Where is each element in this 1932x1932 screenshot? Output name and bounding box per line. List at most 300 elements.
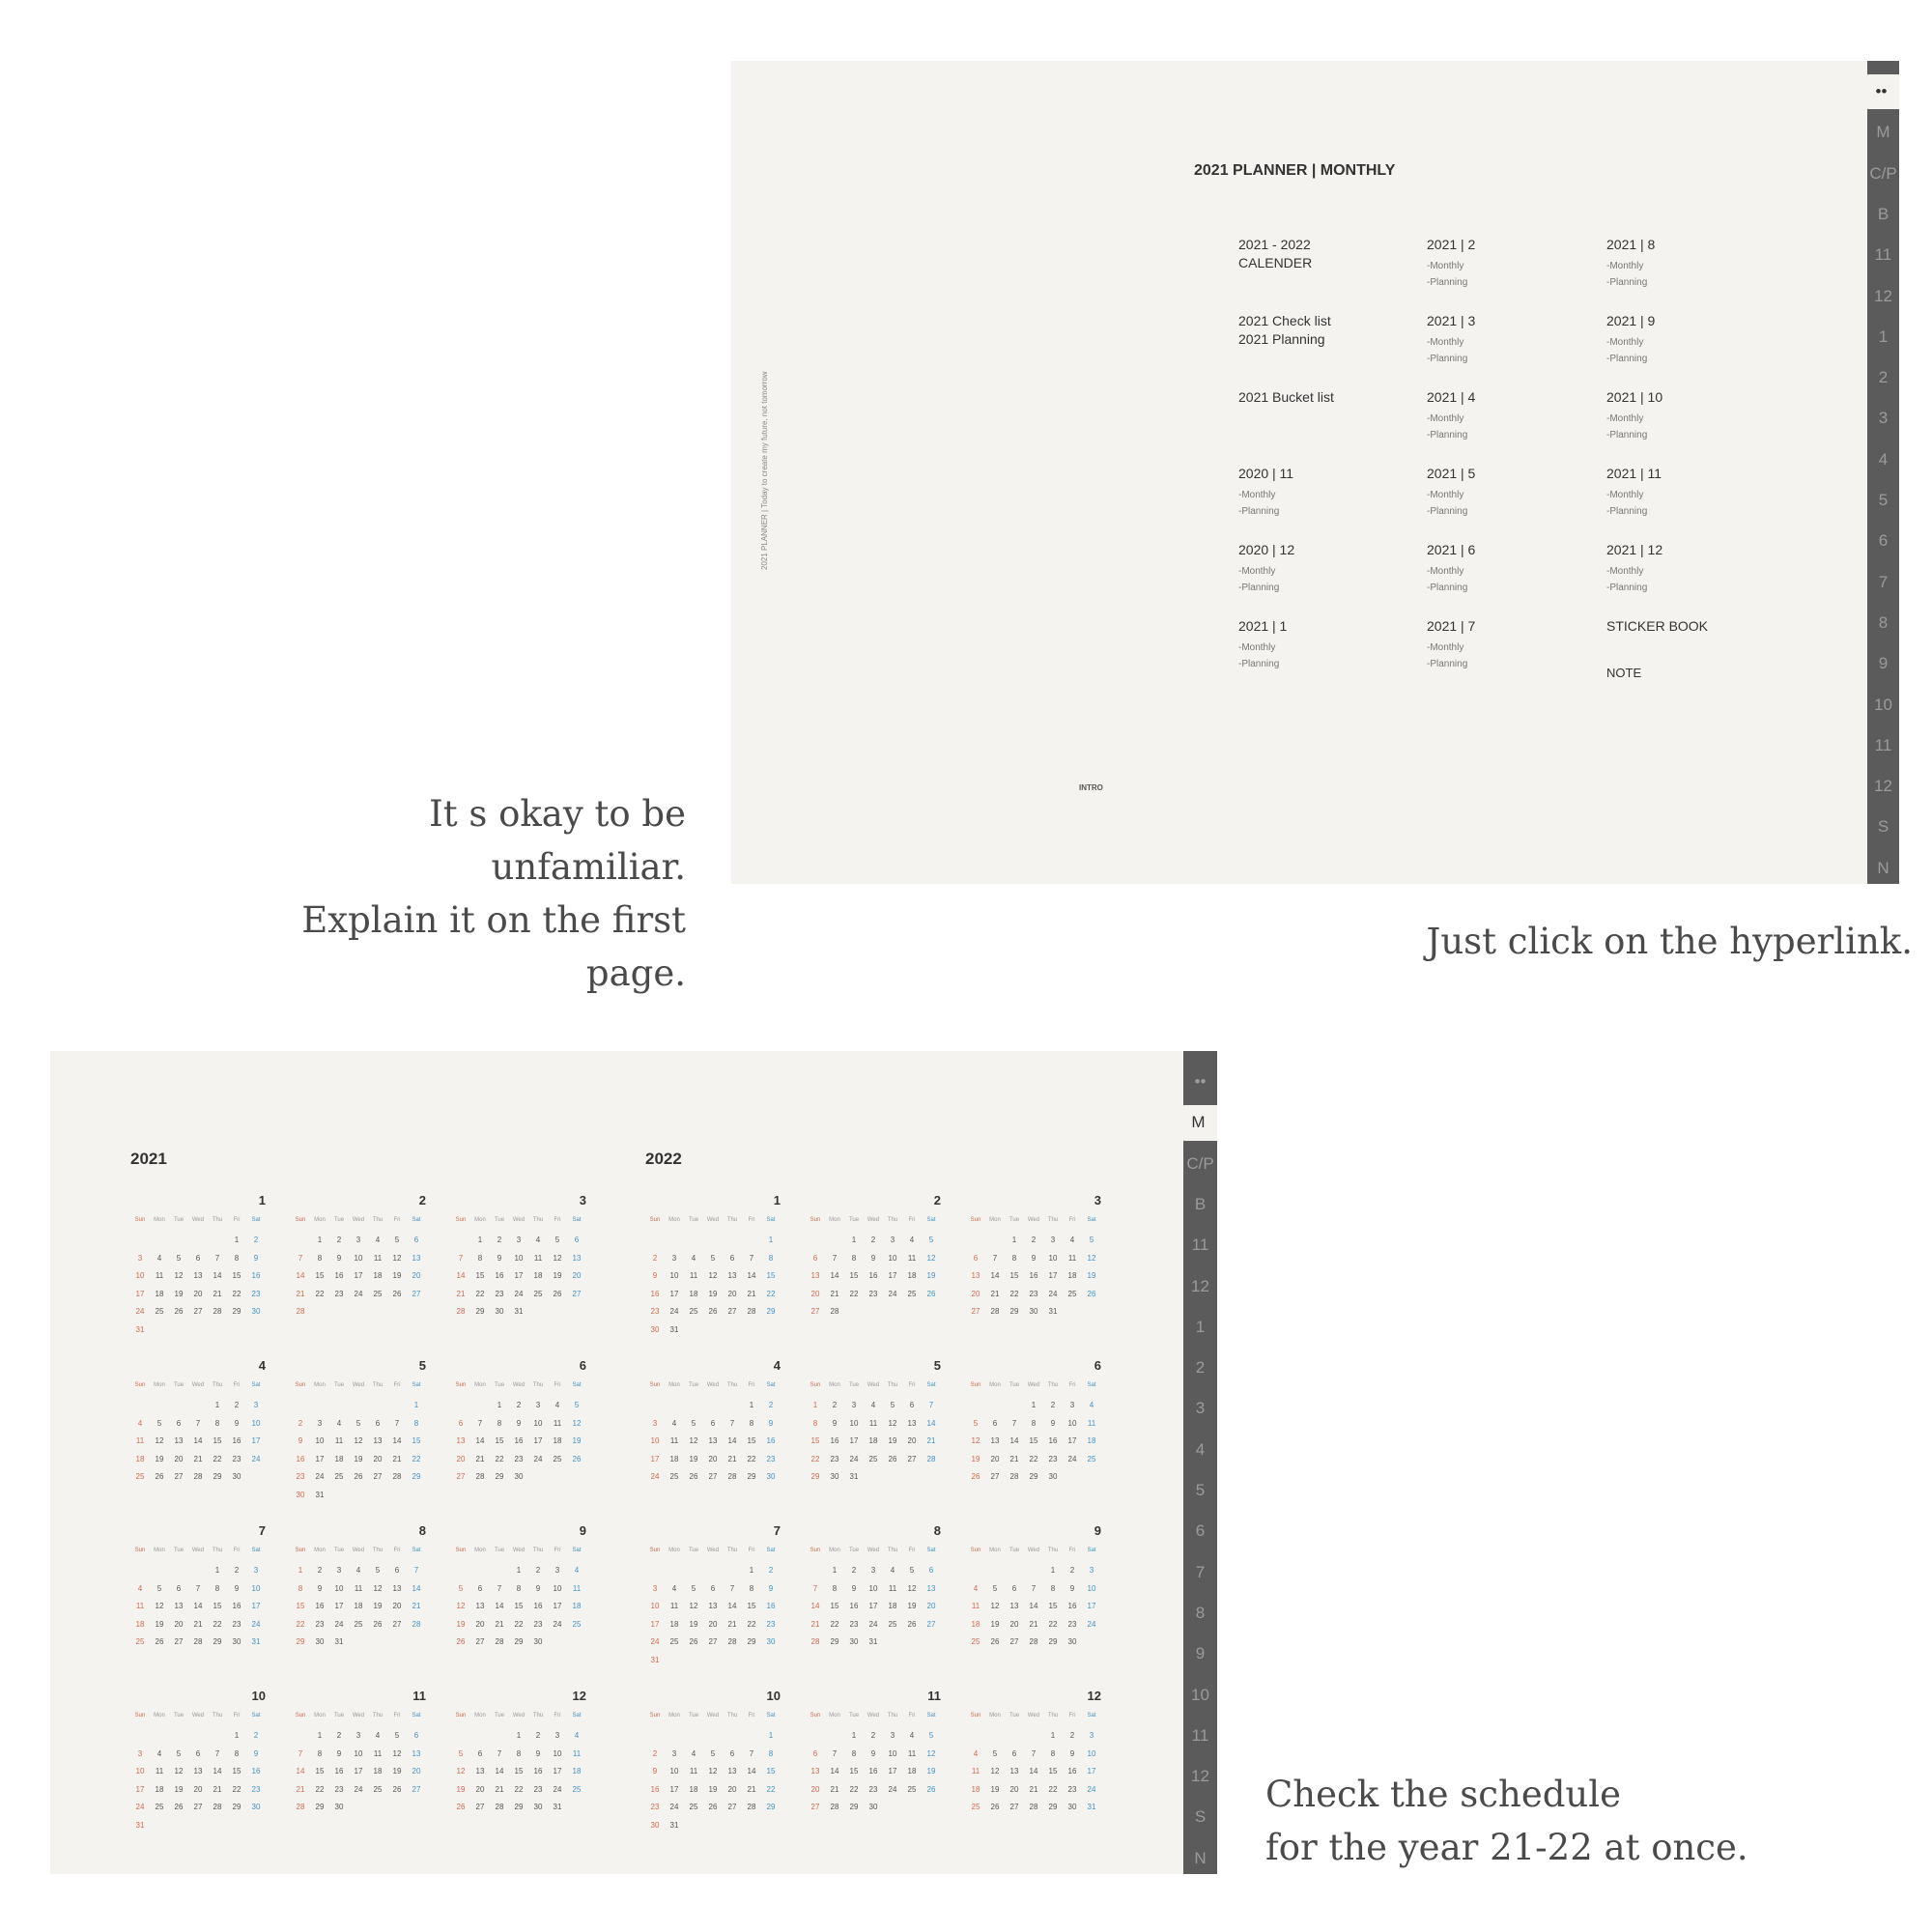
day-cell[interactable]: 5	[156, 1418, 162, 1428]
day-cell[interactable]: 6	[176, 1418, 182, 1428]
day-cell[interactable]: 21	[727, 1619, 737, 1629]
day-cell[interactable]: 2	[851, 1566, 857, 1575]
day-cell[interactable]: 30	[868, 1803, 878, 1811]
day-cell[interactable]: 14	[475, 1436, 485, 1445]
tab-8[interactable]: 3	[1195, 1399, 1206, 1418]
day-cell[interactable]: 17	[1067, 1436, 1077, 1445]
day-cell[interactable]: 22	[412, 1454, 421, 1463]
day-cell[interactable]: 27	[193, 1307, 203, 1316]
day-cell[interactable]: 19	[392, 1767, 402, 1776]
day-cell[interactable]: 12	[553, 1253, 562, 1263]
day-cell[interactable]: 22	[849, 1289, 859, 1298]
day-cell[interactable]: 25	[155, 1803, 164, 1811]
day-cell[interactable]: 16	[514, 1436, 524, 1445]
day-cell[interactable]: 23	[315, 1619, 325, 1629]
toc-link[interactable]	[1238, 541, 1412, 617]
day-cell[interactable]: 5	[992, 1583, 998, 1593]
day-cell[interactable]: 21	[830, 1784, 839, 1794]
day-cell[interactable]: 24	[533, 1454, 543, 1463]
toc-heading[interactable]: 2021 | 5	[1427, 466, 1476, 481]
day-cell[interactable]: 7	[214, 1748, 220, 1758]
day-cell[interactable]: 13	[174, 1602, 184, 1610]
tab-14[interactable]: 9	[1195, 1644, 1206, 1663]
day-cell[interactable]: 17	[135, 1784, 145, 1794]
day-cell[interactable]: 10	[315, 1436, 325, 1445]
day-cell[interactable]: 25	[373, 1784, 383, 1794]
day-cell[interactable]: 21	[193, 1454, 203, 1463]
day-cell[interactable]: 7	[928, 1401, 934, 1409]
day-cell[interactable]: 26	[689, 1637, 698, 1646]
day-cell[interactable]: 11	[888, 1583, 897, 1593]
day-cell[interactable]: 14	[213, 1767, 222, 1776]
day-cell[interactable]: 21	[830, 1289, 839, 1298]
day-cell[interactable]: 11	[689, 1767, 698, 1776]
day-cell[interactable]: 13	[174, 1436, 184, 1445]
day-cell[interactable]: 1	[1050, 1731, 1056, 1740]
day-cell[interactable]: 10	[888, 1748, 897, 1758]
day-cell[interactable]: 24	[888, 1289, 897, 1298]
day-cell[interactable]: 22	[296, 1619, 305, 1629]
day-cell[interactable]: 29	[315, 1803, 325, 1811]
day-cell[interactable]: 5	[574, 1401, 580, 1409]
day-cell[interactable]: 18	[669, 1619, 679, 1629]
day-cell[interactable]: 4	[671, 1418, 677, 1428]
day-cell[interactable]: 9	[832, 1418, 838, 1428]
day-cell[interactable]: 9	[768, 1583, 774, 1593]
day-cell[interactable]: 11	[868, 1418, 878, 1428]
day-cell[interactable]: 9	[497, 1253, 502, 1263]
day-cell[interactable]: 4	[156, 1748, 162, 1758]
day-cell[interactable]: 20	[810, 1784, 820, 1794]
tab-7[interactable]: 2	[1195, 1358, 1206, 1378]
day-cell[interactable]: 30	[315, 1637, 325, 1646]
day-cell[interactable]: 23	[334, 1784, 344, 1794]
day-cell[interactable]: 25	[689, 1307, 698, 1316]
day-cell[interactable]: 20	[971, 1289, 980, 1298]
tab-16[interactable]: 11	[1874, 735, 1892, 754]
day-cell[interactable]: 11	[971, 1602, 980, 1610]
tab-6[interactable]: 1	[1195, 1317, 1206, 1336]
toc-heading[interactable]: 2020 | 11	[1238, 466, 1294, 481]
day-cell[interactable]: 14	[296, 1271, 305, 1280]
day-cell[interactable]: 27	[971, 1307, 980, 1316]
day-cell[interactable]: 30	[830, 1472, 839, 1481]
day-cell[interactable]: 16	[650, 1289, 660, 1298]
day-cell[interactable]: 21	[475, 1454, 485, 1463]
day-cell[interactable]: 10	[135, 1767, 145, 1776]
day-cell[interactable]: 8	[768, 1748, 774, 1758]
day-cell[interactable]: 20	[572, 1271, 582, 1280]
tab-5[interactable]: 12	[1191, 1276, 1209, 1295]
day-cell[interactable]: 15	[1009, 1271, 1019, 1280]
day-cell[interactable]: 21	[456, 1289, 466, 1298]
day-cell[interactable]: 13	[456, 1436, 466, 1445]
day-cell[interactable]: 14	[1029, 1767, 1038, 1776]
day-cell[interactable]: 23	[1067, 1784, 1077, 1794]
day-cell[interactable]: 23	[1029, 1289, 1038, 1298]
day-cell[interactable]: 3	[253, 1566, 259, 1575]
day-cell[interactable]: 9	[535, 1748, 541, 1758]
day-cell[interactable]: 19	[456, 1784, 466, 1794]
day-cell[interactable]: 26	[708, 1803, 718, 1811]
day-cell[interactable]: 16	[315, 1602, 325, 1610]
day-cell[interactable]: 5	[394, 1236, 400, 1244]
day-cell[interactable]: 24	[514, 1289, 524, 1298]
day-cell[interactable]: 4	[909, 1731, 915, 1740]
day-cell[interactable]: 26	[354, 1472, 363, 1481]
day-cell[interactable]: 24	[251, 1619, 261, 1629]
day-cell[interactable]: 11	[135, 1436, 145, 1445]
day-cell[interactable]: 31	[849, 1472, 859, 1481]
day-cell[interactable]: 19	[572, 1436, 582, 1445]
day-cell[interactable]: 26	[155, 1637, 164, 1646]
day-cell[interactable]: 3	[1050, 1236, 1056, 1244]
day-cell[interactable]: 5	[691, 1583, 696, 1593]
tab-0[interactable]: ••	[1194, 1072, 1207, 1091]
day-cell[interactable]: 2	[336, 1731, 342, 1740]
day-cell[interactable]: 16	[766, 1436, 776, 1445]
day-cell[interactable]: 1	[768, 1236, 774, 1244]
day-cell[interactable]: 31	[553, 1803, 562, 1811]
day-cell[interactable]: 10	[514, 1253, 524, 1263]
day-cell[interactable]: 5	[928, 1236, 934, 1244]
day-cell[interactable]: 24	[1048, 1289, 1058, 1298]
day-cell[interactable]: 8	[477, 1253, 483, 1263]
day-cell[interactable]: 21	[213, 1289, 222, 1298]
day-cell[interactable]: 22	[766, 1289, 776, 1298]
day-cell[interactable]: 15	[475, 1271, 485, 1280]
day-cell[interactable]: 20	[990, 1454, 1000, 1463]
day-cell[interactable]: 21	[810, 1619, 820, 1629]
day-cell[interactable]: 6	[729, 1253, 735, 1263]
day-cell[interactable]: 1	[234, 1731, 240, 1740]
toc-link[interactable]	[1606, 541, 1780, 617]
day-cell[interactable]: 21	[495, 1619, 504, 1629]
day-cell[interactable]: 9	[253, 1253, 259, 1263]
day-cell[interactable]: 12	[708, 1271, 718, 1280]
day-cell[interactable]: 23	[514, 1454, 524, 1463]
day-cell[interactable]: 14	[747, 1271, 756, 1280]
day-cell[interactable]: 8	[214, 1583, 220, 1593]
day-cell[interactable]: 8	[812, 1418, 818, 1428]
day-cell[interactable]: 9	[317, 1583, 323, 1593]
day-cell[interactable]: 2	[870, 1731, 876, 1740]
day-cell[interactable]: 4	[1069, 1236, 1075, 1244]
day-cell[interactable]: 25	[907, 1289, 917, 1298]
day-cell[interactable]: 27	[174, 1637, 184, 1646]
day-cell[interactable]: 28	[296, 1803, 305, 1811]
day-cell[interactable]: 27	[1009, 1803, 1019, 1811]
day-cell[interactable]: 19	[354, 1454, 363, 1463]
day-cell[interactable]: 1	[477, 1236, 483, 1244]
day-cell[interactable]: 28	[213, 1307, 222, 1316]
day-cell[interactable]: 9	[1031, 1253, 1037, 1263]
day-cell[interactable]: 18	[868, 1436, 878, 1445]
day-cell[interactable]: 5	[992, 1748, 998, 1758]
day-cell[interactable]: 29	[213, 1637, 222, 1646]
day-cell[interactable]: 19	[553, 1271, 562, 1280]
day-cell[interactable]: 10	[135, 1271, 145, 1280]
day-cell[interactable]: 21	[1029, 1784, 1038, 1794]
day-cell[interactable]: 9	[253, 1748, 259, 1758]
day-cell[interactable]: 23	[533, 1784, 543, 1794]
day-cell[interactable]: 2	[1069, 1566, 1075, 1575]
day-cell[interactable]: 11	[135, 1602, 145, 1610]
day-cell[interactable]: 27	[174, 1472, 184, 1481]
day-cell[interactable]: 17	[868, 1602, 878, 1610]
day-cell[interactable]: 16	[251, 1767, 261, 1776]
day-cell[interactable]: 1	[214, 1401, 220, 1409]
day-cell[interactable]: 15	[849, 1767, 859, 1776]
day-cell[interactable]: 31	[135, 1820, 145, 1830]
day-cell[interactable]: 3	[890, 1236, 895, 1244]
day-cell[interactable]: 28	[727, 1472, 737, 1481]
day-cell[interactable]: 8	[851, 1253, 857, 1263]
day-cell[interactable]: 15	[747, 1602, 756, 1610]
day-cell[interactable]: 28	[456, 1307, 466, 1316]
day-cell[interactable]: 13	[708, 1602, 718, 1610]
day-cell[interactable]: 28	[727, 1637, 737, 1646]
day-cell[interactable]: 30	[533, 1637, 543, 1646]
tab-17[interactable]: 12	[1191, 1767, 1209, 1786]
day-cell[interactable]: 7	[812, 1583, 818, 1593]
tab-14[interactable]: 9	[1878, 654, 1889, 673]
day-cell[interactable]: 4	[336, 1418, 342, 1428]
day-cell[interactable]: 22	[315, 1289, 325, 1298]
day-cell[interactable]: 19	[1087, 1271, 1096, 1280]
day-cell[interactable]: 17	[1087, 1767, 1096, 1776]
day-cell[interactable]: 27	[572, 1289, 582, 1298]
day-cell[interactable]: 1	[851, 1731, 857, 1740]
tab-18[interactable]: S	[1194, 1807, 1207, 1827]
day-cell[interactable]: 9	[870, 1253, 876, 1263]
day-cell[interactable]: 11	[572, 1748, 582, 1758]
tab-8[interactable]: 3	[1878, 409, 1889, 428]
day-cell[interactable]: 21	[392, 1454, 402, 1463]
day-cell[interactable]: 19	[373, 1602, 383, 1610]
day-cell[interactable]: 26	[971, 1472, 980, 1481]
day-cell[interactable]: 18	[334, 1454, 344, 1463]
tab-10[interactable]: 5	[1878, 491, 1889, 509]
day-cell[interactable]: 15	[514, 1767, 524, 1776]
day-cell[interactable]: 23	[766, 1619, 776, 1629]
day-cell[interactable]: 29	[1048, 1637, 1058, 1646]
day-cell[interactable]: 12	[155, 1436, 164, 1445]
day-cell[interactable]: 20	[727, 1784, 737, 1794]
day-cell[interactable]: 28	[1029, 1637, 1038, 1646]
day-cell[interactable]: 30	[1029, 1307, 1038, 1316]
day-cell[interactable]: 8	[1050, 1583, 1056, 1593]
day-cell[interactable]: 29	[514, 1803, 524, 1811]
day-cell[interactable]: 16	[334, 1767, 344, 1776]
tab-3[interactable]: B	[1877, 204, 1889, 223]
day-cell[interactable]: 3	[253, 1401, 259, 1409]
day-cell[interactable]: 5	[928, 1731, 934, 1740]
day-cell[interactable]: 18	[155, 1784, 164, 1794]
tab-13[interactable]: 8	[1878, 612, 1889, 632]
day-cell[interactable]: 13	[572, 1253, 582, 1263]
day-cell[interactable]: 21	[412, 1602, 421, 1610]
day-cell[interactable]: 12	[990, 1602, 1000, 1610]
day-cell[interactable]: 12	[572, 1418, 582, 1428]
day-cell[interactable]: 29	[810, 1472, 820, 1481]
day-cell[interactable]: 11	[971, 1767, 980, 1776]
toc-link[interactable]	[1606, 388, 1780, 465]
day-cell[interactable]: 5	[691, 1418, 696, 1428]
day-cell[interactable]: 26	[174, 1307, 184, 1316]
tab-12[interactable]: 7	[1195, 1562, 1206, 1581]
day-cell[interactable]: 2	[870, 1236, 876, 1244]
day-cell[interactable]: 28	[1029, 1803, 1038, 1811]
day-cell[interactable]: 12	[971, 1436, 980, 1445]
day-cell[interactable]: 27	[810, 1803, 820, 1811]
day-cell[interactable]: 16	[766, 1602, 776, 1610]
day-cell[interactable]: 9	[1050, 1418, 1056, 1428]
day-cell[interactable]: 19	[392, 1271, 402, 1280]
day-cell[interactable]: 22	[747, 1454, 756, 1463]
day-cell[interactable]: 14	[193, 1436, 203, 1445]
day-cell[interactable]: 30	[650, 1820, 660, 1830]
day-cell[interactable]: 16	[251, 1271, 261, 1280]
day-cell[interactable]: 12	[373, 1583, 383, 1593]
tab-4[interactable]: 11	[1874, 245, 1892, 265]
day-cell[interactable]: 12	[155, 1602, 164, 1610]
day-cell[interactable]: 25	[888, 1619, 897, 1629]
day-cell[interactable]: 16	[232, 1602, 242, 1610]
day-cell[interactable]: 27	[392, 1619, 402, 1629]
day-cell[interactable]: 9	[234, 1418, 240, 1428]
tab-3[interactable]: B	[1194, 1194, 1207, 1213]
toc-link[interactable]	[1427, 312, 1601, 388]
day-cell[interactable]: 17	[669, 1289, 679, 1298]
day-cell[interactable]: 29	[1009, 1307, 1019, 1316]
day-cell[interactable]: 8	[214, 1418, 220, 1428]
tab-5[interactable]: 12	[1874, 286, 1892, 305]
day-cell[interactable]: 29	[766, 1307, 776, 1316]
day-cell[interactable]: 22	[514, 1784, 524, 1794]
day-cell[interactable]: 5	[710, 1748, 716, 1758]
day-cell[interactable]: 24	[868, 1619, 878, 1629]
day-cell[interactable]: 22	[747, 1619, 756, 1629]
day-cell[interactable]: 28	[1009, 1472, 1019, 1481]
day-cell[interactable]: 15	[766, 1767, 776, 1776]
day-cell[interactable]: 12	[907, 1583, 917, 1593]
day-cell[interactable]: 22	[495, 1454, 504, 1463]
day-cell[interactable]: 5	[909, 1566, 915, 1575]
toc-link[interactable]	[1427, 617, 1601, 694]
day-cell[interactable]: 28	[830, 1803, 839, 1811]
day-cell[interactable]: 22	[810, 1454, 820, 1463]
day-cell[interactable]: 19	[926, 1767, 936, 1776]
day-cell[interactable]: 10	[669, 1767, 679, 1776]
day-cell[interactable]: 10	[888, 1253, 897, 1263]
day-cell[interactable]: 1	[298, 1566, 303, 1575]
day-cell[interactable]: 27	[412, 1784, 421, 1794]
day-cell[interactable]: 21	[747, 1289, 756, 1298]
day-cell[interactable]: 13	[392, 1583, 402, 1593]
day-cell[interactable]: 18	[155, 1289, 164, 1298]
tab-17[interactable]: 12	[1874, 777, 1892, 796]
day-cell[interactable]: 1	[516, 1566, 522, 1575]
day-cell[interactable]: 3	[652, 1418, 658, 1428]
day-cell[interactable]: 3	[336, 1566, 342, 1575]
day-cell[interactable]: 23	[495, 1289, 504, 1298]
toc-heading[interactable]: 2021 | 10	[1606, 389, 1663, 405]
day-cell[interactable]: 8	[317, 1748, 323, 1758]
day-cell[interactable]: 6	[574, 1236, 580, 1244]
day-cell[interactable]: 25	[689, 1803, 698, 1811]
day-cell[interactable]: 22	[315, 1784, 325, 1794]
day-cell[interactable]: 3	[851, 1401, 857, 1409]
toc-link[interactable]	[1238, 465, 1412, 541]
day-cell[interactable]: 2	[832, 1401, 838, 1409]
day-cell[interactable]: 29	[495, 1472, 504, 1481]
day-cell[interactable]: 11	[907, 1748, 917, 1758]
toc-heading[interactable]: 2020 | 12	[1238, 542, 1295, 557]
day-cell[interactable]: 24	[553, 1784, 562, 1794]
day-cell[interactable]: 26	[456, 1803, 466, 1811]
day-cell[interactable]: 2	[298, 1418, 303, 1428]
day-cell[interactable]: 17	[553, 1602, 562, 1610]
day-cell[interactable]: 10	[251, 1418, 261, 1428]
day-cell[interactable]: 4	[535, 1236, 541, 1244]
day-cell[interactable]: 16	[650, 1784, 660, 1794]
day-cell[interactable]: 31	[135, 1324, 145, 1334]
day-cell[interactable]: 21	[213, 1784, 222, 1794]
day-cell[interactable]: 24	[650, 1637, 660, 1646]
day-cell[interactable]: 10	[1087, 1748, 1096, 1758]
day-cell[interactable]: 25	[971, 1637, 980, 1646]
day-cell[interactable]: 7	[1011, 1418, 1017, 1428]
day-cell[interactable]: 11	[689, 1271, 698, 1280]
day-cell[interactable]: 16	[533, 1767, 543, 1776]
toc-heading[interactable]: 2021 | 12	[1606, 542, 1663, 557]
day-cell[interactable]: 17	[251, 1602, 261, 1610]
day-cell[interactable]: 23	[533, 1619, 543, 1629]
tab-1[interactable]: M	[1179, 1105, 1217, 1140]
day-cell[interactable]: 19	[926, 1271, 936, 1280]
day-cell[interactable]: 17	[650, 1454, 660, 1463]
day-cell[interactable]: 18	[373, 1767, 383, 1776]
day-cell[interactable]: 24	[650, 1472, 660, 1481]
day-cell[interactable]: 19	[971, 1454, 980, 1463]
day-cell[interactable]: 8	[1031, 1418, 1037, 1428]
day-cell[interactable]: 7	[832, 1253, 838, 1263]
day-cell[interactable]: 10	[251, 1583, 261, 1593]
day-cell[interactable]: 8	[234, 1253, 240, 1263]
day-cell[interactable]: 26	[174, 1803, 184, 1811]
day-cell[interactable]: 31	[514, 1307, 524, 1316]
day-cell[interactable]: 6	[1011, 1748, 1017, 1758]
day-cell[interactable]: 2	[234, 1566, 240, 1575]
day-cell[interactable]: 31	[868, 1637, 878, 1646]
day-cell[interactable]: 10	[354, 1253, 363, 1263]
day-cell[interactable]: 11	[1087, 1418, 1096, 1428]
day-cell[interactable]: 17	[553, 1767, 562, 1776]
day-cell[interactable]: 28	[747, 1803, 756, 1811]
day-cell[interactable]: 14	[727, 1436, 737, 1445]
day-cell[interactable]: 12	[392, 1253, 402, 1263]
day-cell[interactable]: 7	[749, 1253, 754, 1263]
day-cell[interactable]: 14	[296, 1767, 305, 1776]
day-cell[interactable]: 27	[475, 1803, 485, 1811]
day-cell[interactable]: 2	[768, 1566, 774, 1575]
day-cell[interactable]: 2	[652, 1253, 658, 1263]
day-cell[interactable]: 27	[708, 1472, 718, 1481]
toc-heading[interactable]: 2021 | 7	[1427, 618, 1476, 634]
day-cell[interactable]: 15	[1029, 1436, 1038, 1445]
day-cell[interactable]: 1	[234, 1236, 240, 1244]
